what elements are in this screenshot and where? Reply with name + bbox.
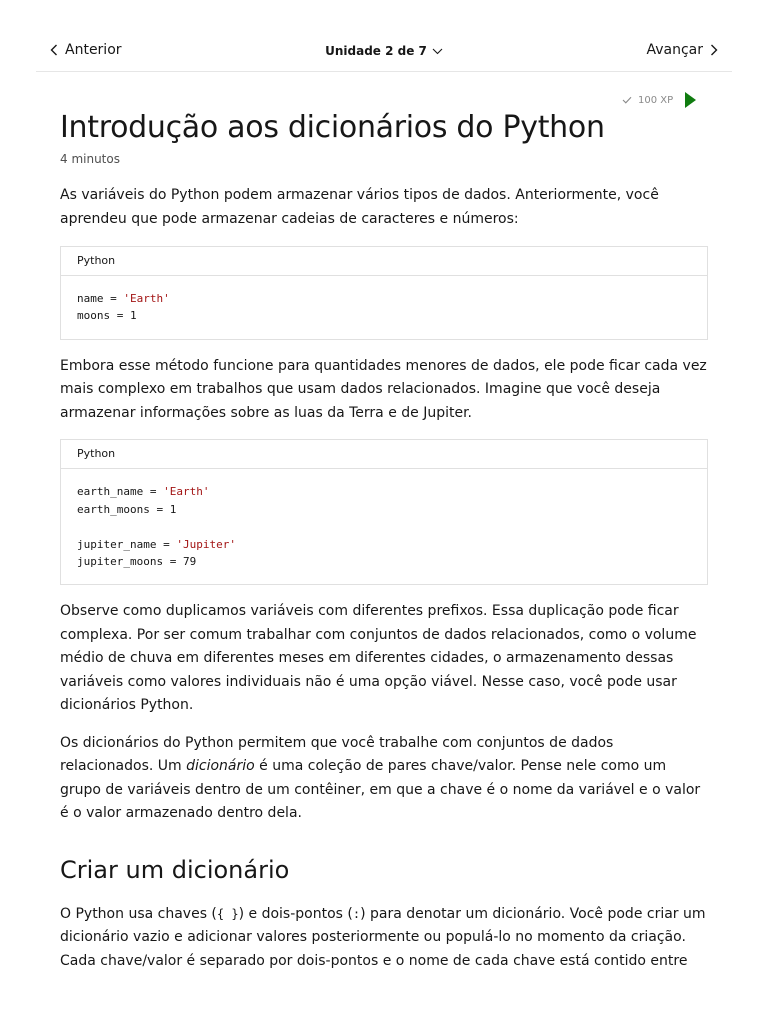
xp-label: 100 XP: [638, 94, 674, 106]
previous-label: Anterior: [65, 42, 122, 58]
code-content[interactable]: name = 'Earth' moons = 1: [77, 292, 170, 323]
code-block-2: [60, 439, 708, 585]
code-block-1: [60, 246, 708, 340]
paragraph-complexity: Embora esse método funcione para quantidades menores de dados, ele pode ficar cada vez mais complexo em trabalhos que usam dados relacionados. Imagine que você deseja armazenar informações sobre as luas da Terra e de Jupiter.: [60, 357, 707, 421]
code-language-label: Python: [61, 247, 707, 276]
page-title: Introdução aos dicionários do Python: [60, 110, 605, 145]
paragraph-duplication: Observe como duplicamos variáveis com diferentes prefixos. Essa duplicação pode ficar complexa. Por ser comum trabalhar com conjuntos de dados relacionados, como o volume médio de chuva em diferentes meses em diferentes cidades, o armazenamento dessas variáveis como valores individuais não é uma opção viável. Nesse caso, você pode usar dicionários Python.: [60, 603, 697, 714]
unit-selector[interactable]: [325, 44, 443, 58]
unit-selector-wrap: [36, 44, 732, 58]
code-language-label: Python: [61, 440, 707, 469]
next-button[interactable]: [646, 42, 718, 58]
unit-label: Unidade 2 de 7: [325, 44, 427, 58]
reading-duration: 4 minutos: [60, 152, 120, 166]
paragraph-intro: As variáveis do Python podem armazenar vários tipos de dados. Anteriormente, você aprendeu que pode armazenar cadeias de caracteres e números:: [60, 187, 659, 227]
code-content[interactable]: earth_name = 'Earth' earth_moons = 1 jupiter_name = 'Jupiter' jupiter_moons = 79: [77, 485, 236, 568]
check-icon: [622, 96, 632, 104]
play-icon[interactable]: [685, 92, 696, 108]
chevron-right-icon: [710, 44, 718, 56]
xp-indicator: [622, 92, 696, 108]
next-label: Avançar: [646, 42, 703, 58]
section-heading: Criar um dicionário: [60, 855, 290, 884]
paragraph-dictionaries: Os dicionários do Python permitem que você trabalhe com conjuntos de dados relacionados. Um dicionário é uma coleção de pares chave/valor. Pense nele como um grupo de variáveis dentro de um contêiner, em que a chave é o nome da variável e o valor é o valor armazenado dentro dela.: [60, 734, 701, 822]
unit-navigation: [36, 31, 732, 72]
chevron-down-icon: [432, 48, 443, 55]
article: [60, 110, 708, 973]
paragraph-create-dictionary: O Python usa chaves ({ }) e dois-pontos (:) para denotar um dicionário. Você pode criar um dicionário vazio e adicionar valores posteriormente ou populá-lo no momento da criação. Cada chave/valor é separado por dois-pontos e o nome de cada chave está contido entre: [60, 905, 706, 969]
